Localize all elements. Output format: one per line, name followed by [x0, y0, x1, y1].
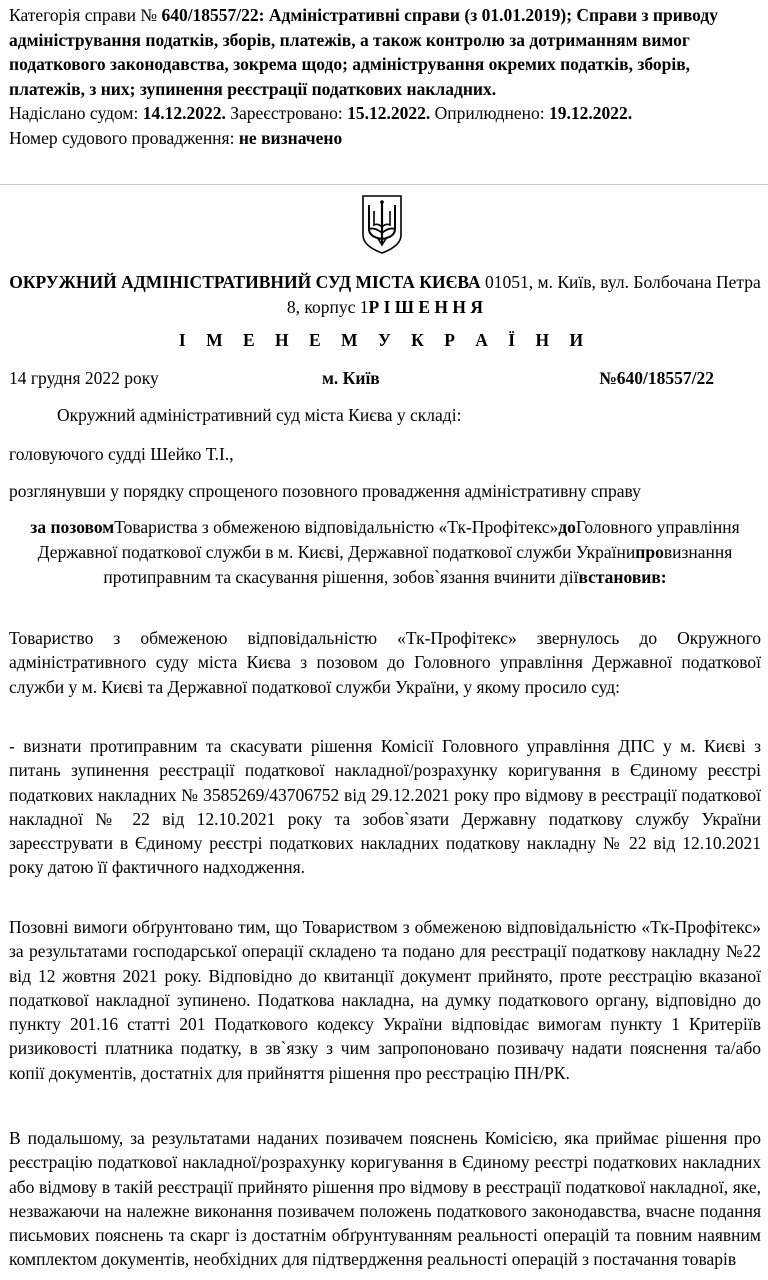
defendants: Головного управління Державної податкової служби в м. Києві, Державної податкової служби України [37, 517, 740, 562]
header-divider [0, 184, 768, 185]
published-date: 19.12.2022. [549, 103, 633, 123]
case-dates [9, 101, 761, 126]
claim-subject: визнання протиправним та скасування рішення, зобов`язання вчинити дії [103, 542, 733, 587]
case-metadata [9, 3, 761, 150]
coat-of-arms-icon [360, 193, 404, 255]
proceeding-label: Номер судового провадження: [9, 127, 235, 148]
claim-label: за позовом [30, 517, 115, 537]
to-label: до [558, 517, 576, 537]
established-label: встановив: [578, 567, 667, 587]
registered-date: 15.12.2022. [347, 103, 431, 123]
considered-line: розглянувши у порядку спрощеного позовного провадження адміністративну справу [9, 481, 641, 501]
court-address: 01051, м. Київ, вул. Болбочана Петра 8, корпус 1 [286, 272, 761, 317]
category-label: Категорія справи № [9, 5, 158, 25]
presiding-judge: головуючого судді Шейко Т.І., [9, 444, 234, 464]
proceeding-value: не визначено [238, 127, 343, 148]
decision-title: Р І Ш Е Н Н Я [368, 297, 484, 317]
published-label: Оприлюднено: [434, 103, 545, 123]
decision-dateline [9, 368, 714, 392]
court-composition: Окружний адміністративний суд міста Києва у складі: [57, 405, 462, 425]
court-name: ОКРУЖНИЙ АДМІНІСТРАТИВНИЙ СУД МІСТА КИЄВА [9, 272, 481, 292]
case-category [9, 3, 761, 101]
case-number: №640/18557/22 [599, 368, 714, 388]
paragraph-claim-requests: - визнати протиправним та скасувати рішення Комісії Головного управління ДПС у м. Києві з питань зупинення реєстрації податкової накладної/розрахунку коригування в Єдиному реєстрі податкових накладних № 3585269/43706752 від 29.12.2021 року про відмову в реєстрації податкової накладної № 22 від 12.10.2021 року та зобов`язати Державну податкову службу України зареєструвати в Єдиному реєстрі податкових накладних податкову накладну № 22 від 12.10.2021 року датою її фактичного надходження. [9, 736, 761, 878]
proceeding-number [9, 126, 761, 151]
plaintiff: Товариства з обмеженою відповідальністю «Тк-Профітекс» [114, 517, 559, 537]
about-label: про [635, 542, 664, 562]
decision-date: 14 грудня 2022 року [9, 368, 159, 388]
in-the-name-of-ukraine: І М Е Н Е М У К Р А Ї Н И [178, 330, 592, 350]
paragraph-claim-grounds: Позовні вимоги обґрунтовано тим, що Товариством з обмеженою відповідальністю «Тк-Профітекс» за результатами господарської операції складено та подано для реєстрації податкову накладну №22 від 12 жовтня 2021 року. Відповідно до квитанції документ прийнято, проте реєстрацію вказаної податкової накладної зупинено. Податкова накладна, на думку податкового органу, відповідно до пункту 201.16 статті 201 Податкового кодексу України відповідає вимогам пункту 1 Критеріїв ризиковості платника податку, в зв`язку з чим запропоновано позивачу надати пояснення та/або копії документів, достатніх для прийняття рішення про реєстрацію ПН/РК. [9, 917, 761, 1083]
paragraph-claim-filed: Товариство з обмеженою відповідальністю «Тк-Профітекс» звернулось до Окружного адміністративного суду міста Києва з позовом до Головного управління Державної податкової служби у м. Києві та Державної податкової служби України, у якому просило суд: [9, 628, 761, 697]
claim-summary [9, 515, 761, 590]
sent-date: 14.12.2022. [142, 103, 226, 123]
court-header [9, 270, 761, 320]
sent-label: Надіслано судом: [9, 103, 139, 123]
decision-city: м. Київ [322, 368, 380, 388]
paragraph-commission-decision: В подальшому, за результатами наданих позивачем пояснень Комісією, яка приймає рішення про реєстрацію податкової накладної/розрахунку коригування в Єдиному реєстрі податкових накладних або відмову в такій реєстрації прийнято рішення про відмову в реєстрації податкової накладної, яке, незважаючи на належне виконання позивачем положень податкового законодавства, вчасне подання письмових пояснень та скарг із достатнім обґрунтуванням реальності операцій та повним наявним комплектом документів, необхідних для підтвердження реальності операцій з постачання товарів [9, 1128, 761, 1270]
category-value: 640/18557/22: Адміністративні справи (з 01.01.2019); Справи з приводу адміністрування податків, зборів, платежів, а також контролю за дотриманням вимог податкового законодавства, зокрема щодо; адміністрування окремих податків, зборів, платежів, з них; зупинення реєстрації податкових накладних. [9, 5, 718, 99]
registered-label: Зареєстровано: [230, 103, 343, 123]
